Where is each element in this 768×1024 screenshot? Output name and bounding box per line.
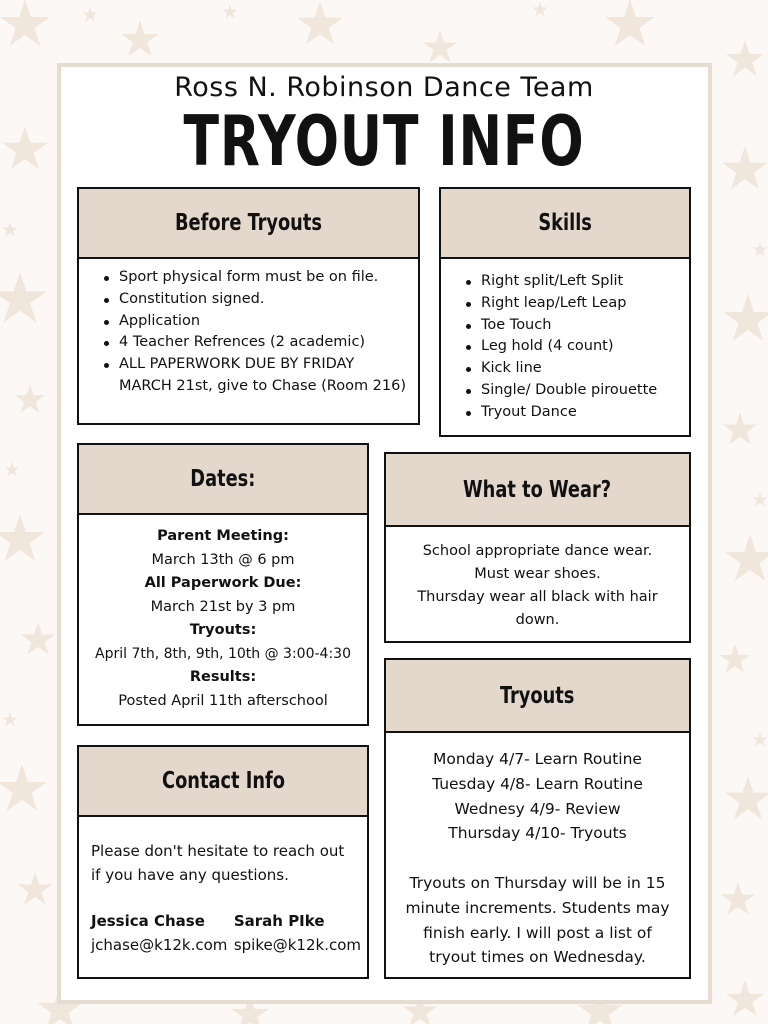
contact-name: Sarah PIke — [233, 912, 325, 930]
date-label: Tryouts: — [189, 622, 257, 638]
list-item: Toe Touch — [463, 315, 681, 337]
date-value: Posted April 11th afterschool — [118, 692, 328, 709]
tryouts-note-line: tryout times on Wednesday. — [429, 948, 646, 967]
contact-info-header — [79, 747, 367, 817]
tryouts-heading: Tryouts — [500, 682, 575, 709]
schedule-line: Thursday 4/10- Tryouts — [448, 824, 627, 843]
list-item: Application — [101, 311, 408, 333]
contact-name: Jessica Chase — [91, 912, 205, 930]
date-label: All Paperwork Due: — [144, 575, 302, 591]
contact-email[interactable]: jchase@k12k.com — [91, 936, 228, 954]
wear-line: School appropriate dance wear. — [422, 543, 653, 559]
list-item: Single/ Double pirouette — [463, 380, 681, 402]
date-value: April 7th, 8th, 9th, 10th @ 3:00-4:30 — [95, 645, 351, 662]
contact-intro-line: if you have any questions. — [91, 866, 289, 884]
page-title: TRYOUT INFO — [183, 100, 585, 182]
date-value: March 13th @ 6 pm — [151, 551, 295, 568]
tryouts-header — [386, 660, 689, 733]
what-to-wear-card — [384, 452, 691, 643]
date-label: Results: — [189, 669, 257, 685]
list-item: 4 Teacher Refrences (2 academic) — [101, 332, 408, 354]
list-item: Kick line — [463, 358, 681, 380]
list-item: Constitution signed. — [101, 289, 408, 311]
skills-heading: Skills — [538, 210, 592, 236]
dates-card — [77, 443, 369, 726]
list-item: Leg hold (4 count) — [463, 336, 681, 358]
date-label: Parent Meeting: — [157, 528, 289, 544]
team-name: Ross N. Robinson Dance Team — [174, 72, 594, 103]
what-to-wear-header — [386, 454, 689, 527]
contact-person — [234, 909, 361, 957]
tryouts-note-line: finish early. I will post a list of — [423, 923, 652, 942]
contact-person — [91, 909, 234, 957]
before-tryouts-card — [77, 187, 420, 425]
contact-intro-line: Please don't hesitate to reach out — [91, 842, 345, 860]
before-tryouts-list — [101, 267, 408, 398]
list-item: Tryout Dance — [463, 402, 681, 424]
before-tryouts-header — [79, 189, 418, 259]
skills-header — [441, 189, 689, 259]
what-to-wear-heading: What to Wear? — [463, 476, 612, 503]
contact-email[interactable]: spike@k12k.com — [233, 936, 361, 954]
schedule-line: Monday 4/7- Learn Routine — [433, 750, 642, 768]
contact-list — [91, 909, 361, 957]
list-item: Right split/Left Split — [463, 271, 681, 293]
wear-line: Must wear shoes. — [474, 566, 601, 582]
list-item: Right leap/Left Leap — [463, 293, 681, 315]
skills-card — [439, 187, 691, 437]
wear-line: down. — [515, 612, 560, 628]
dates-heading: Dates: — [190, 466, 256, 492]
contact-info-heading: Contact Info — [161, 768, 285, 794]
tryouts-note-line: Tryouts on Thursday will be in 15 — [409, 873, 666, 892]
dates-header — [79, 445, 367, 515]
skills-list — [463, 271, 681, 424]
list-item: Sport physical form must be on file. — [101, 267, 408, 289]
schedule-line: Wednesy 4/9- Review — [454, 799, 621, 818]
before-tryouts-heading: Before Tryouts — [174, 210, 322, 236]
tryouts-card — [384, 658, 691, 979]
schedule-line: Tuesday 4/8- Learn Routine — [432, 774, 643, 793]
contact-info-card — [77, 745, 369, 979]
tryouts-note-line: minute increments. Students may — [405, 898, 670, 917]
list-item: ALL PAPERWORK DUE BY FRIDAY MARCH 21st, give to Chase (Room 216) — [101, 354, 408, 398]
wear-line: Thursday wear all black with hair — [417, 589, 658, 605]
date-value: March 21st by 3 pm — [150, 598, 296, 615]
